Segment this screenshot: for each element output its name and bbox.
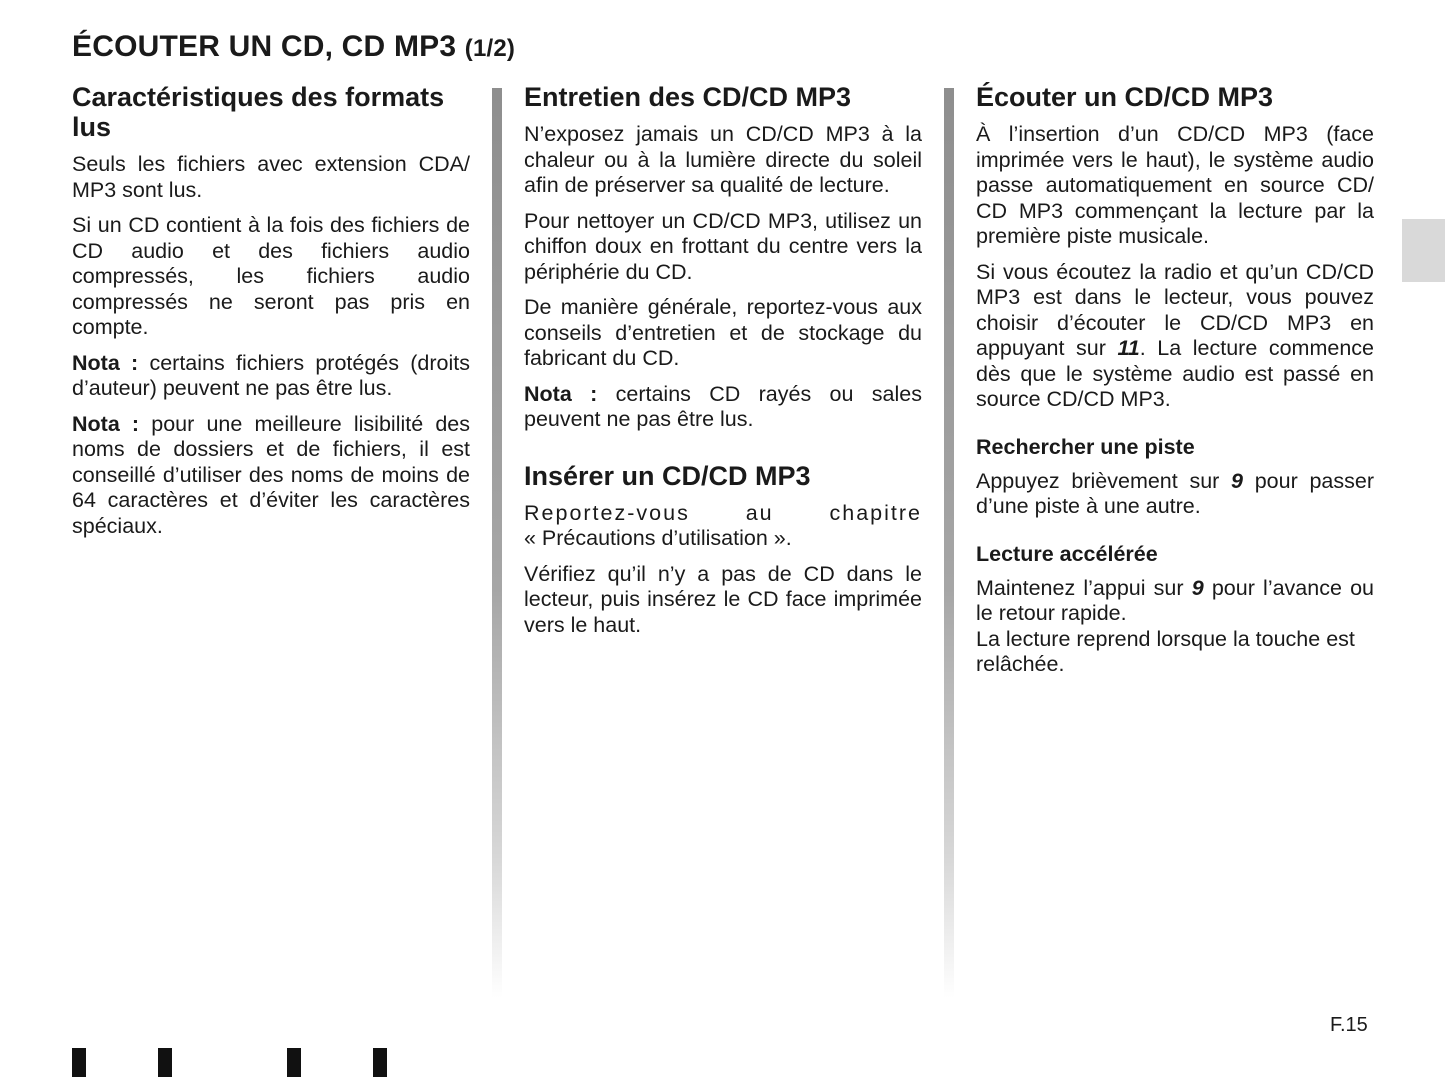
paragraph: N’exposez jamais un CD/CD MP3 à la chaleur ou à la lumière directe du soleil afin de préserver sa qualité de lecture.: [524, 122, 922, 197]
button-reference: 11: [1117, 336, 1140, 360]
paragraph: Vérifiez qu’il n’y a pas de CD dans le lecteur, puis insérez le CD face imprimée vers le haut.: [524, 561, 922, 637]
note-paragraph: [72, 412, 470, 540]
text-run: pour passer d’une piste à une autre.: [976, 468, 1375, 518]
text-run: Maintenez l’appui sur: [976, 575, 1192, 600]
page-title-text: ÉCOUTER UN CD, CD MP3: [72, 30, 457, 63]
button-reference: 9: [1231, 468, 1244, 493]
print-mark: [287, 1048, 301, 1077]
note-paragraph: [524, 382, 922, 433]
note-text: certains CD rayés ou sales peuvent ne pas être lus.: [524, 381, 922, 431]
print-mark: [72, 1048, 86, 1077]
paragraph: À l’insertion d’un CD/CD MP3 (face imprimée vers le haut), le système audio passe automatiquement en source CD/ CD MP3 commençant la lecture par la première piste musicale.: [976, 122, 1374, 248]
page-title: [72, 30, 515, 64]
paragraph: [976, 260, 1374, 413]
subheading-search-track: Rechercher une piste: [976, 434, 1195, 459]
paragraph: [976, 469, 1374, 520]
note-label: Nota :: [72, 411, 140, 436]
text-run: Appuyez brièvement sur: [976, 468, 1232, 493]
note-label: Nota :: [72, 350, 139, 375]
chapter-side-tab: [1402, 219, 1445, 282]
section-heading-maintenance: Entretien des CD/CD MP3: [524, 82, 852, 112]
button-reference: 9: [1191, 575, 1204, 600]
column-formats: [72, 82, 470, 549]
text-run: . La lecture commence dès que le système audio est passé en source CD/CD MP3.: [976, 336, 1374, 411]
note-paragraph: [72, 351, 470, 402]
text-run: Si vous écoutez la radio et qu’un CD/CD MP3 est dans le lecteur, vous pouvez choisir d’écouter le CD/CD MP3 en appuyant sur: [976, 259, 1374, 360]
section-heading-formats: Caractéristiques des formats lus: [72, 82, 445, 142]
print-mark: [373, 1048, 387, 1077]
paragraph: « Précautions d’utilisation ».: [524, 526, 792, 550]
column-maintenance: [524, 82, 922, 648]
section-heading-listen: Écouter un CD/CD MP3: [976, 82, 1274, 112]
paragraph: De manière générale, reportez-vous aux conseils d’entretien et de stockage du fabricant du CD.: [524, 295, 922, 370]
paragraph-spread: Reportez-vous au chapitre: [524, 500, 922, 525]
subheading-fast-playback: Lecture accélérée: [976, 541, 1158, 566]
column-listen: [976, 82, 1374, 688]
paragraph: Si un CD contient à la fois des fichiers de CD audio et des fichiers audio compressés, les fichiers audio compressés ne seront pas pris en compte.: [72, 213, 470, 339]
page-part-indicator: (1/2): [464, 35, 516, 62]
print-mark: [158, 1048, 172, 1077]
paragraph: Pour nettoyer un CD/CD MP3, utilisez un chiffon doux en frottant du centre vers la périphérie du CD.: [524, 208, 922, 284]
page-number: F.15: [1330, 1014, 1368, 1036]
note-text: certains fichiers protégés (droits d’auteur) peuvent ne pas être lus.: [72, 350, 470, 400]
text-run: pour l’avance ou le retour rapide.: [976, 575, 1374, 625]
paragraph: [976, 576, 1374, 627]
column-divider-left: [492, 88, 502, 998]
section-heading-insert: Insérer un CD/CD MP3: [524, 460, 811, 491]
paragraph: La lecture reprend lorsque la touche est relâchée.: [976, 626, 1355, 676]
note-text: pour une meilleure lisibilité des noms de dossiers et de fichiers, il est conseillé d’utiliser des noms de moins de 64 caractères et d’éviter les caractères spéciaux.: [72, 411, 470, 538]
note-label: Nota :: [524, 381, 598, 406]
paragraph: Seuls les fichiers avec extension CDA/ MP3 sont lus.: [72, 152, 470, 202]
column-divider-right: [944, 88, 954, 998]
